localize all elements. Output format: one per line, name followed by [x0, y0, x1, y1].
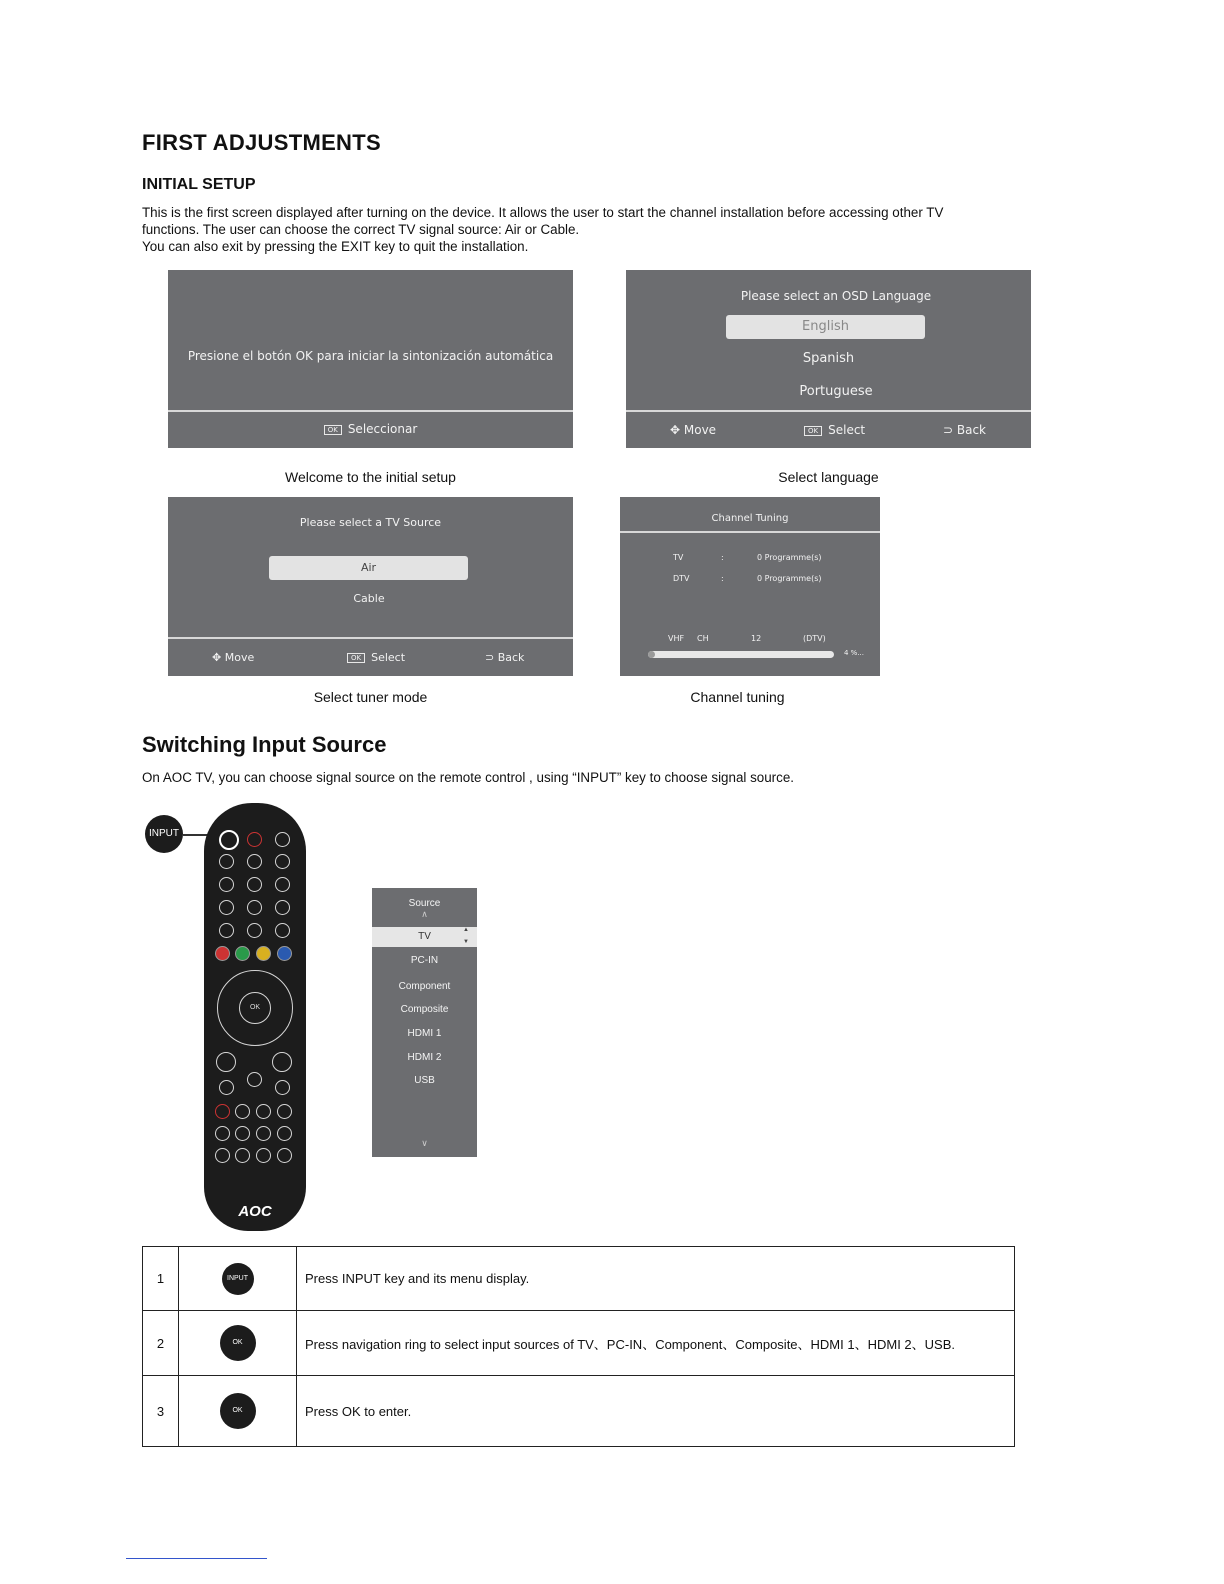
table-row — [143, 1311, 1015, 1376]
number-key[interactable] — [275, 900, 290, 915]
ch-value: 12 — [751, 634, 762, 643]
welcome-message: Presione el botón OK para iniciar la sintonización automática — [187, 349, 554, 363]
tv-label: TV — [673, 553, 684, 562]
function-key[interactable] — [275, 923, 290, 938]
language-heading: Please select an OSD Language — [740, 289, 932, 303]
select-hint — [347, 651, 405, 664]
volume-up-key[interactable] — [216, 1052, 236, 1072]
number-key[interactable] — [247, 854, 262, 869]
mute-key[interactable] — [247, 1072, 262, 1087]
mode-label: (DTV) — [803, 634, 826, 643]
intro-line-2: functions. The user can choose the correct TV signal source: Air or Cable. — [142, 222, 580, 237]
steps-table — [142, 1246, 1015, 1447]
step-number: 1 — [143, 1247, 179, 1311]
language-screen — [626, 270, 1031, 448]
table-row — [143, 1247, 1015, 1311]
power-key[interactable] — [247, 832, 262, 847]
welcome-footer — [168, 422, 573, 436]
back-label: Back — [956, 423, 987, 437]
stop-key[interactable] — [277, 1104, 292, 1119]
select-label: Select — [828, 423, 866, 437]
language-option-spanish[interactable]: Spanish — [802, 351, 855, 366]
language-option-portuguese[interactable]: Portuguese — [799, 384, 873, 399]
remote-control — [204, 803, 306, 1231]
extra-key[interactable] — [277, 1148, 292, 1163]
progress-fill — [648, 651, 655, 658]
extra-key[interactable] — [256, 1148, 271, 1163]
number-key[interactable] — [275, 877, 290, 892]
ok-key[interactable] — [239, 992, 271, 1024]
tuning-caption: Channel tuning — [690, 689, 785, 705]
dtv-value: 0 Programme(s) — [757, 574, 822, 583]
pause-key[interactable] — [256, 1104, 271, 1119]
red-key[interactable] — [215, 946, 230, 961]
ok-key-icon: OK — [324, 425, 342, 435]
yellow-key[interactable] — [256, 946, 271, 961]
tuner-screen — [168, 497, 573, 676]
move-icon: ✥ — [212, 651, 225, 664]
tuner-option-air[interactable]: Air — [269, 556, 468, 580]
table-row — [143, 1376, 1015, 1447]
switching-description: On AOC TV, you can choose signal source on the remote control , using “INPUT” key to choose signal source. — [142, 770, 795, 785]
source-item-composite[interactable]: Composite — [400, 1004, 449, 1015]
intro-line-3: You can also exit by pressing the EXIT key to quit the installation. — [142, 239, 529, 254]
back-label: Back — [497, 651, 525, 664]
select-label: Select — [371, 651, 406, 664]
divider — [626, 410, 1031, 412]
welcome-screen — [168, 270, 573, 448]
next-key[interactable] — [256, 1126, 271, 1141]
divider — [168, 410, 573, 412]
number-key[interactable] — [219, 854, 234, 869]
function-key[interactable] — [219, 923, 234, 938]
step-icon-cell — [179, 1247, 297, 1311]
number-key[interactable] — [247, 900, 262, 915]
ok-key-icon: OK — [220, 1393, 256, 1429]
volume-down-key[interactable] — [219, 1080, 234, 1095]
record-key[interactable] — [215, 1104, 230, 1119]
source-item-usb[interactable]: USB — [414, 1075, 435, 1086]
source-menu-title: Source — [408, 898, 441, 909]
scroll-arrows-icon: ▲ ▼ — [463, 927, 469, 945]
source-item-tv-highlight[interactable] — [372, 927, 477, 947]
dtv-label: DTV — [673, 574, 690, 583]
tuning-screen — [620, 497, 880, 676]
dtv-colon: : — [721, 574, 724, 583]
tv-value: 0 Programme(s) — [757, 553, 822, 562]
play-key[interactable] — [235, 1104, 250, 1119]
tuning-heading: Channel Tuning — [711, 513, 789, 524]
input-callout: INPUT — [145, 815, 183, 853]
source-item-hdmi1[interactable]: HDMI 1 — [407, 1028, 442, 1039]
move-icon: ✥ — [670, 423, 684, 437]
back-icon: ⊃ — [943, 423, 957, 437]
band-label: VHF — [668, 634, 685, 643]
step-text: Press OK to enter. — [297, 1376, 1015, 1447]
navigation-ring-icon: OK — [220, 1325, 256, 1361]
welcome-caption: Welcome to the initial setup — [285, 469, 456, 485]
blue-key[interactable] — [277, 946, 292, 961]
intro-line-1: This is the first screen displayed after turning on the device. It allows the user to start the channel installation before accessing other TV — [142, 205, 944, 220]
source-item-tv: TV — [418, 931, 431, 942]
chevron-up-icon: ∧ — [421, 909, 428, 919]
section-subtitle: INITIAL SETUP — [142, 176, 256, 193]
tuner-option-cable[interactable]: Cable — [353, 592, 385, 605]
function-key[interactable] — [247, 923, 262, 938]
select-action-label: Seleccionar — [347, 422, 418, 436]
remote-brand-logo: AOC — [238, 1203, 272, 1220]
source-item-pc-in[interactable]: PC-IN — [410, 955, 439, 966]
page-title: FIRST ADJUSTMENTS — [142, 130, 381, 155]
back-hint — [485, 651, 524, 664]
step-text: Press INPUT key and its menu display. — [297, 1247, 1015, 1311]
move-hint — [670, 423, 716, 437]
number-key[interactable] — [275, 854, 290, 869]
number-key[interactable] — [219, 877, 234, 892]
channel-down-key[interactable] — [275, 1080, 290, 1095]
chevron-down-icon: ∨ — [421, 1138, 428, 1148]
ch-label: CH — [697, 634, 709, 643]
input-key-icon: INPUT — [222, 1263, 254, 1295]
number-key[interactable] — [247, 877, 262, 892]
language-option-english[interactable]: English — [726, 315, 925, 339]
move-hint — [212, 651, 254, 664]
extra-key[interactable] — [215, 1148, 230, 1163]
ok-key-icon: OK — [347, 653, 365, 663]
source-menu — [372, 888, 477, 1157]
language-caption: Select language — [778, 469, 879, 485]
step-icon-cell — [179, 1311, 297, 1376]
tv-colon: : — [721, 553, 724, 562]
divider — [168, 637, 573, 639]
progress-text: 4 %... — [844, 649, 865, 657]
divider — [620, 531, 880, 533]
switching-title: Switching Input Source — [142, 732, 387, 757]
step-text: Press navigation ring to select input sources of TV、PC-IN、Component、Composite、HDMI 1、HDMI 2、USB. — [297, 1311, 1015, 1376]
tuner-caption: Select tuner mode — [313, 689, 428, 705]
number-key[interactable] — [219, 900, 234, 915]
step-number: 3 — [143, 1376, 179, 1447]
previous-key[interactable] — [235, 1126, 250, 1141]
ok-key-icon: OK — [804, 426, 822, 436]
progress-track — [648, 651, 834, 658]
source-item-hdmi2[interactable]: HDMI 2 — [407, 1052, 442, 1063]
move-label: Move — [683, 423, 717, 437]
step-icon-cell — [179, 1376, 297, 1447]
green-key[interactable] — [235, 946, 250, 961]
select-hint — [804, 423, 865, 437]
channel-up-key[interactable] — [272, 1052, 292, 1072]
input-key[interactable] — [219, 830, 239, 850]
back-hint — [943, 423, 986, 437]
extra-key[interactable] — [235, 1148, 250, 1163]
step-number: 2 — [143, 1311, 179, 1376]
intro-text — [142, 204, 1042, 255]
move-label: Move — [224, 651, 255, 664]
fast-forward-key[interactable] — [277, 1126, 292, 1141]
tuner-heading: Please select a TV Source — [299, 516, 442, 529]
back-icon: ⊃ — [485, 651, 498, 664]
rewind-key[interactable] — [215, 1126, 230, 1141]
ok-key-label: OK — [249, 1004, 261, 1011]
source-item-component[interactable]: Component — [398, 981, 451, 992]
menu-key[interactable] — [275, 832, 290, 847]
footer-rule — [126, 1558, 267, 1559]
